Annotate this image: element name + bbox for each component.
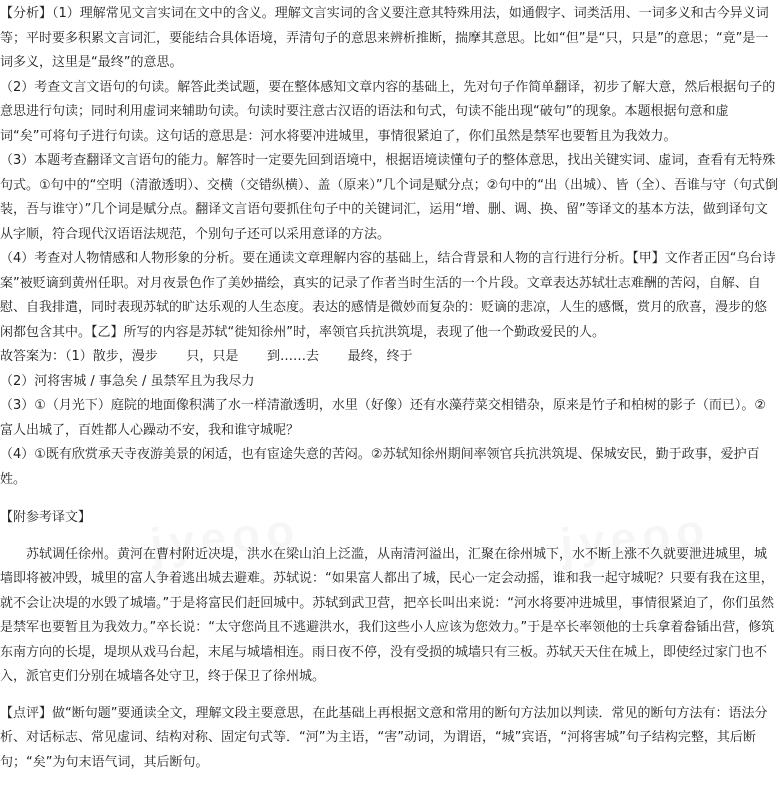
translation-body: 苏轼调任徐州。黄河在曹村附近决堤，洪水在梁山泊上泛滥，从南清河溢出，汇聚在徐州城下，水不断上涨不久就要泄进城里，城墙即将被冲毁，城里的富人争着逃出城去避难。苏轼说：“如果富人都出了城，民心一定会动摇，谁和我一起守城呢？只要有我在这里，就不会让决堤的水毁了城墙。”于是将富民们赶回城中。苏轼到武卫营，把卒长叫出来说：“河水将要冲进城里，事情很紧迫了，你们虽然是禁军也要暂且为我效力。”卒长说：“太守您尚且不逃避洪水，我们这些小人应该为您效力。”于是卒长率领他的士兵拿着畚锸出营，修筑东南方向的长堤，堤坝从戏马台起，末尾与城墙相连。雨日夜不停，没有受损的城墙只有三板。苏轼天天住在城上，即使经过家门也不入，派官吏们分别在城墙各处守卫，终于保卫了徐州城。 <box>0 546 775 684</box>
answer-1 <box>0 345 778 370</box>
answer-1-lead: 故答案为：（1）散步，漫步 <box>0 349 158 364</box>
translation-section <box>0 506 780 690</box>
answer-1-c: 到……去 <box>266 349 319 364</box>
translation-heading: 【附参考译文】 <box>0 510 92 525</box>
analysis-item-4: （4）考查对人物情感和人物形象的分析。要在通读文章理解内容的基础上，结合背景和人物的言行进行分析。【甲】文作者正因“乌台诗案”被贬谪到黄州任职。对月夜景色作了美妙描绘，真实的记录了作者当时生活的一个片段。文章表达苏轼壮志难酬的苦闷，自解、自慰、自我排遣，同时表现苏轼的旷达乐观的人生态度。表达的感情是微妙而复杂的：贬谪的悲凉，人生的感慨，赏月的欣喜，漫步的悠闲都包含其中。【乙】所写的内容是苏轼“徙知徐州”时，率领官兵抗洪筑堤，表现了他一个勤政爱民的人。 <box>0 251 776 340</box>
answer-3: （3）①（月光下）庭院的地面像积满了水一样清澈透明，水里（好像）还有水藻荇菜交相错杂，原来是竹子和柏树的影子（而已）。②富人出城了，百姓都人心躁动不安，我和谁守城呢？ <box>0 398 767 438</box>
analysis-item-1: 【分析】（1）理解常见文言实词在文中的含义。理解文言实词的含义要注意其特殊用法，如通假字、词类活用、一词多义和古今异义词等；平时要多积累文言词汇，要能结合具体语境，弄清句子的意思来辨析推断，揣摩其意思。比如“但”是“只，只是”的意思；“竟”是一词多义，这里是“最终”的意思。 <box>0 6 769 70</box>
answer-1-b: 只，只是 <box>186 349 239 364</box>
analysis-item-3: （3）本题考查翻译文言语句的能力。解答时一定要先回到语境中，根据语境读懂句子的整体意思，找出关键实词、虚词，查看有无特殊句式。①句中的“空明（清澈透明）、交横（交错纵横）、盖（原来）”几个词是赋分点；②句中的“出（出城）、皆（全）、吾谁与守（句式倒装，吾与谁守）”几个词是赋分点。翻译文言语句要抓住句子中的关键词汇，运用“增、删、调、换、留”等译文的基本方法，做到译句文从字顺，符合现代汉语语法规范，个别句子还可以采用意译的方法。 <box>0 153 779 242</box>
comment-section <box>0 702 780 776</box>
analysis-section <box>0 0 780 345</box>
answer-1-d: 最终，终于 <box>347 349 413 364</box>
analysis-item-2: （2）考查文言文语句的句读。解答此类试题，要在整体感知文章内容的基础上，先对句子作简单翻译，初步了解大意，然后根据句子的意思进行句读；同时利用虚词来辅助句读。句读时要注意古汉语的语法和句式，句读不能出现“破句”的现象。本题根据句意和虚词“矣”可将句子进行句读。这句话的意思是：河水将要冲进城里，事情很紧迫了，你们虽然是禁军也要暂且为我效力。 <box>0 79 776 144</box>
answer-2: （2）河将害城 / 事急矣 / 虽禁军且为我尽力 <box>0 373 255 389</box>
answer-4: （4）①既有欣赏承天寺夜游美景的闲适，也有宦途失意的苦闷。②苏轼知徐州期间率领官兵抗洪筑堤、保城安民，勤于政事，爱护百姓。 <box>0 447 760 487</box>
comment-body: 【点评】做“断句题”要通读全文，理解文段主要意思，在此基础上再根据文意和常用的断句方法加以判读．常见的断句方法有：语法分析、对话标志、常见虚词、结构对称、固定句式等．“河”为主语，“害”动词，为谓语，“城”宾语，“河将害城”句子结构完整，其后断句；“矣”为句末语气词，其后断句。 <box>0 705 768 770</box>
answers-section <box>0 345 780 492</box>
